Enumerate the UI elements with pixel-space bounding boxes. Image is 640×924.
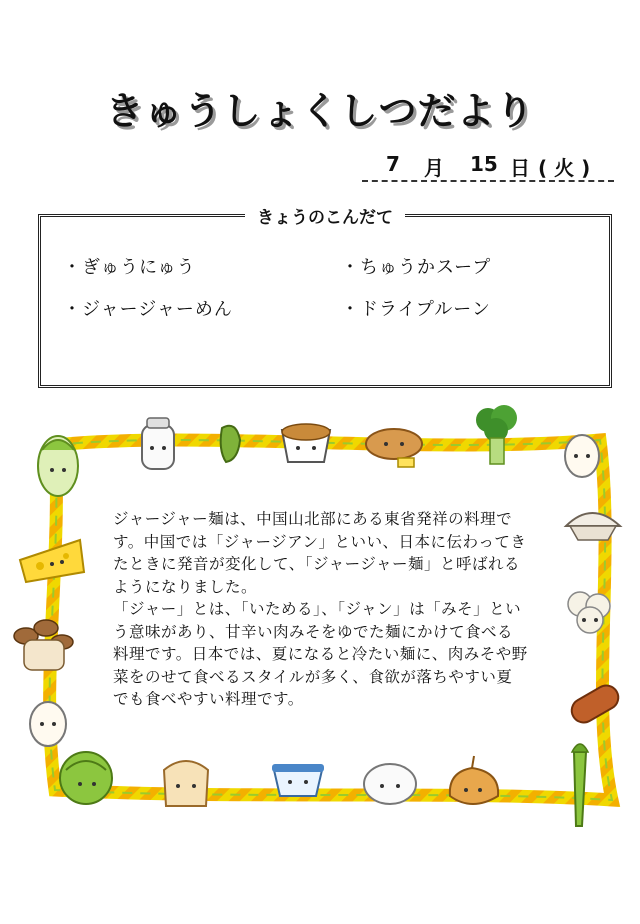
date-month: 7 (386, 152, 400, 176)
cabbage-icon (38, 436, 78, 496)
bread-roll-icon (366, 429, 422, 459)
egg-icon (30, 702, 66, 746)
newsletter-title: きゅうしょくしつだより (105, 89, 535, 133)
date-month-unit: 月 (424, 156, 444, 180)
rice-icon (364, 764, 416, 804)
asparagus-icon (572, 744, 588, 826)
sausage-icon (567, 681, 622, 727)
okra-icon (221, 426, 240, 462)
menu-item-soup: ・ちゅうかスープ (341, 257, 492, 278)
toast-icon (164, 761, 208, 806)
article-body (113, 508, 528, 711)
milk-bottle-icon (142, 418, 174, 469)
yogurt-icon (272, 764, 324, 796)
clam-icon (566, 513, 620, 540)
article-paragraph-1: ジャージャー麺は、中国山北部にある東省発祥の料理です。中国では「ジャージアン」といい、日本に伝わってきたときに発音が変化して、「ジャージャー麺」と呼ばれるようになりました。 (113, 510, 527, 596)
article-paragraph-2: 「ジャー」とは、「いためる」、「ジャン」は「みそ」という意味があり、甘辛い肉みそをゆでた麺にかけて食べる料理です。日本では、夏になると冷たい麺に、肉みそや野菜をのせて食べるスタイルが多く、食欲が落ちやすい夏でも食べやすい料理です。 (113, 600, 528, 708)
menu-item-prune: ・ドライプルーン (341, 299, 491, 320)
menu-heading-text: きょうのこんだて (245, 208, 405, 228)
date-day-unit: 日 (510, 156, 530, 180)
onion-icon (450, 756, 498, 804)
cabbage-icon (60, 752, 112, 804)
mushroom-icon (14, 620, 73, 670)
menu-item-noodles: ・ジャージャーめん (63, 299, 233, 320)
date-day: 15 (470, 152, 498, 176)
broccoli-icon (476, 405, 517, 464)
menu-item-milk: ・ぎゅうにゅう (63, 257, 196, 278)
butter-icon (398, 458, 414, 467)
natto-icon (282, 424, 330, 462)
date-weekday: ( 火 ) (538, 156, 591, 180)
egg-icon (565, 435, 599, 477)
